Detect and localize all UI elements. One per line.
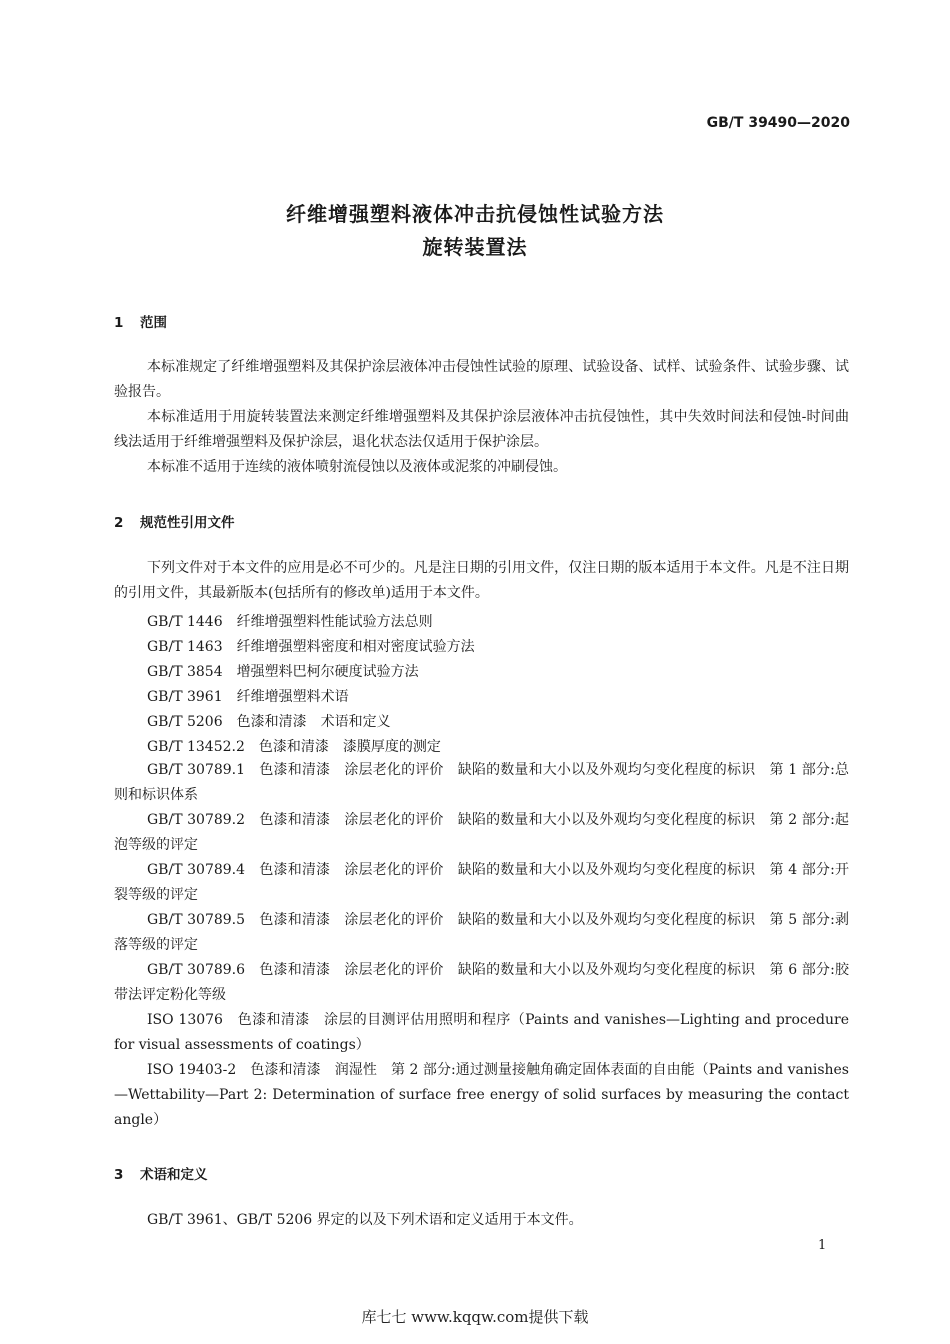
download-watermark: 库七七 www.kqqw.com提供下载	[361, 1308, 589, 1326]
reference-item: GB/T 1446 纤维增强塑料性能试验方法总则	[147, 614, 433, 630]
paragraph: 本标准适用于用旋转装置法来测定纤维增强塑料及其保护涂层液体冲击抗侵蚀性，其中失效时间法和侵蚀-时间曲线法适用于纤维增强塑料及保护涂层，退化状态法仅适用于保护涂层。	[114, 409, 849, 450]
page-number: 1	[818, 1238, 827, 1253]
section-title: 术语和定义	[140, 1167, 208, 1183]
paragraph: 本标准不适用于连续的液体喷射流侵蚀以及液体或泥浆的冲刷侵蚀。	[147, 459, 567, 475]
reference-item: GB/T 13452.2 色漆和清漆 漆膜厚度的测定	[147, 739, 441, 755]
reference-item: ISO 13076 色漆和清漆 涂层的目测评估用照明和程序（Paints and vanishes—Lighting and procedure for visual assessments of coatings）	[114, 1012, 849, 1053]
paragraph: 本标准规定了纤维增强塑料及其保护涂层液体冲击侵蚀性试验的原理、试验设备、试样、试验条件、试验步骤、试验报告。	[114, 359, 849, 400]
section-1-heading	[114, 311, 167, 331]
reference-item: GB/T 3961 纤维增强塑料术语	[147, 689, 349, 705]
reference-item: GB/T 30789.6 色漆和清漆 涂层老化的评价 缺陷的数量和大小以及外观均匀变化程度的标识 第 6 部分:胶带法评定粉化等级	[114, 962, 849, 1003]
section-title: 范围	[140, 315, 167, 331]
reference-item: GB/T 30789.5 色漆和清漆 涂层老化的评价 缺陷的数量和大小以及外观均匀变化程度的标识 第 5 部分:剥落等级的评定	[114, 912, 849, 953]
document-title: 纤维增强塑料液体冲击抗侵蚀性试验方法	[286, 202, 664, 226]
reference-item: GB/T 30789.4 色漆和清漆 涂层老化的评价 缺陷的数量和大小以及外观均匀变化程度的标识 第 4 部分:开裂等级的评定	[114, 862, 849, 903]
paragraph: GB/T 3961、GB/T 5206 界定的以及下列术语和定义适用于本文件。	[147, 1212, 583, 1228]
reference-item: GB/T 30789.2 色漆和清漆 涂层老化的评价 缺陷的数量和大小以及外观均匀变化程度的标识 第 2 部分:起泡等级的评定	[114, 812, 849, 853]
section-number: 1	[114, 315, 124, 331]
reference-item: GB/T 1463 纤维增强塑料密度和相对密度试验方法	[147, 639, 475, 655]
reference-item: GB/T 30789.1 色漆和清漆 涂层老化的评价 缺陷的数量和大小以及外观均匀变化程度的标识 第 1 部分:总则和标识体系	[114, 762, 849, 803]
section-3-heading	[114, 1163, 208, 1183]
section-number: 3	[114, 1167, 124, 1183]
section-2-heading	[114, 511, 235, 531]
reference-item: GB/T 5206 色漆和清漆 术语和定义	[147, 714, 391, 730]
section-title: 规范性引用文件	[140, 515, 235, 531]
reference-item: ISO 19403-2 色漆和清漆 润湿性 第 2 部分:通过测量接触角确定固体表面的自由能（Paints and vanishes—Wettability—Part 2: Determination of surface free energy of solid surfaces by measuring the contact angle）	[114, 1062, 849, 1128]
reference-item: GB/T 3854 增强塑料巴柯尔硬度试验方法	[147, 664, 419, 680]
document-subtitle: 旋转装置法	[422, 235, 528, 259]
section-number: 2	[114, 515, 124, 531]
paragraph: 下列文件对于本文件的应用是必不可少的。凡是注日期的引用文件，仅注日期的版本适用于本文件。凡是不注日期的引用文件，其最新版本(包括所有的修改单)适用于本文件。	[114, 560, 849, 601]
standard-code: GB/T 39490—2020	[706, 115, 850, 131]
